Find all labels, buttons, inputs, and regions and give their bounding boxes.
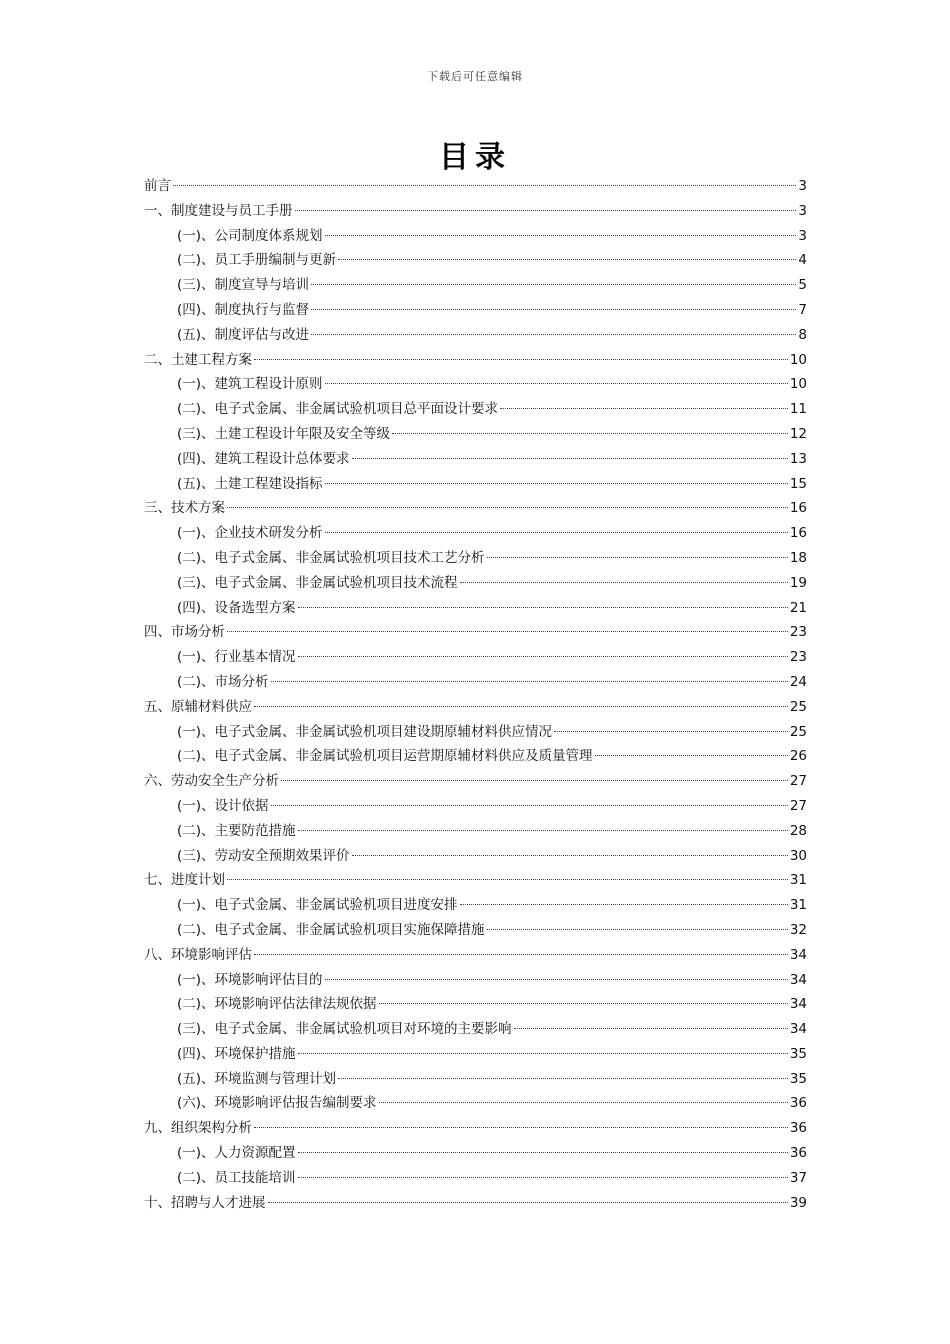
- toc-page-number: 31: [789, 897, 807, 914]
- toc-section-entry[interactable]: [144, 720, 807, 745]
- toc-page-number: 23: [789, 649, 807, 666]
- toc-page-number: 36: [789, 1145, 807, 1162]
- toc-page-number: 3: [798, 227, 807, 244]
- toc-section-entry[interactable]: [144, 744, 807, 769]
- toc-page-number: 34: [789, 971, 807, 988]
- toc-dot-leader: [325, 235, 797, 236]
- toc-page-number: 10: [789, 376, 807, 393]
- toc-page-number: 10: [789, 351, 807, 368]
- toc-section-entry[interactable]: [144, 323, 807, 348]
- toc-entry-text: 前言: [144, 178, 171, 194]
- toc-dot-leader: [311, 334, 796, 335]
- toc-section-entry[interactable]: [144, 794, 807, 819]
- toc-page-number: 35: [789, 1070, 807, 1087]
- toc-section-entry[interactable]: [144, 422, 807, 447]
- toc-entry-text: (二)、市场分析: [177, 673, 269, 690]
- toc-chapter-entry[interactable]: [144, 1116, 807, 1141]
- toc-dot-leader: [254, 359, 788, 360]
- toc-chapter-entry[interactable]: [144, 496, 807, 521]
- toc-section-entry[interactable]: [144, 670, 807, 695]
- toc-dot-leader: [298, 830, 788, 831]
- toc-dot-leader: [352, 458, 788, 459]
- toc-page-number: 23: [789, 624, 807, 641]
- toc-dot-leader: [298, 1053, 788, 1054]
- toc-page-number: 5: [798, 277, 807, 294]
- toc-chapter-entry[interactable]: [144, 695, 807, 720]
- toc-entry-text: (一)、行业基本情况: [177, 649, 296, 666]
- toc-entry-text: (二)、员工手册编制与更新: [177, 252, 337, 269]
- toc-entry-text: (四)、建筑工程设计总体要求: [177, 450, 350, 467]
- toc-entry-text: (一)、电子式金属、非金属试验机项目建设期原辅材料供应情况: [177, 723, 553, 740]
- toc-dot-leader: [311, 284, 796, 285]
- toc-page-number: 4: [798, 252, 807, 269]
- toc-dot-leader: [227, 631, 788, 632]
- toc-section-entry[interactable]: [144, 521, 807, 546]
- toc-dot-leader: [298, 1152, 788, 1153]
- toc-section-entry[interactable]: [144, 546, 807, 571]
- toc-entry-text: (五)、土建工程建设指标: [177, 475, 323, 492]
- toc-dot-leader: [325, 483, 788, 484]
- toc-entry-text: (一)、公司制度体系规划: [177, 227, 323, 244]
- toc-page-number: 27: [789, 797, 807, 814]
- toc-section-entry[interactable]: [144, 968, 807, 993]
- toc-dot-leader: [325, 383, 788, 384]
- toc-dot-leader: [298, 656, 788, 657]
- toc-page-number: 11: [789, 401, 807, 418]
- toc-dot-leader: [460, 582, 788, 583]
- toc-page-number: 16: [789, 500, 807, 517]
- toc-entry-text: 二、土建工程方案: [144, 351, 252, 368]
- toc-dot-leader: [379, 1003, 788, 1004]
- toc-entry-text: 七、进度计划: [144, 872, 225, 889]
- toc-dot-leader: [514, 1028, 788, 1029]
- toc-page-number: 21: [789, 599, 807, 616]
- toc-entry-text: (二)、主要防范措施: [177, 822, 296, 839]
- toc-dot-leader: [173, 185, 796, 186]
- toc-section-entry[interactable]: [144, 893, 807, 918]
- toc-entry-text: (三)、制度宣导与培训: [177, 277, 310, 294]
- toc-page-number: 24: [789, 673, 807, 690]
- toc-section-entry[interactable]: [144, 447, 807, 472]
- toc-entry-text: (三)、电子式金属、非金属试验机项目技术流程: [177, 574, 458, 591]
- toc-page-number: 19: [789, 574, 807, 591]
- toc-dot-leader: [298, 607, 788, 608]
- toc-chapter-entry[interactable]: [144, 620, 807, 645]
- toc-section-entry[interactable]: [144, 298, 807, 323]
- toc-entry-text: (四)、制度执行与监督: [177, 301, 310, 318]
- toc-dot-leader: [325, 979, 788, 980]
- toc-section-entry[interactable]: [144, 397, 807, 422]
- toc-chapter-entry[interactable]: [144, 868, 807, 893]
- toc-entry-text: (五)、制度评估与改进: [177, 326, 310, 343]
- toc-entry-text: 五、原辅材料供应: [144, 698, 252, 715]
- toc-title: 目录: [439, 140, 511, 175]
- toc-chapter-entry[interactable]: [144, 348, 807, 373]
- toc-page-number: 12: [789, 425, 807, 442]
- toc-dot-leader: [298, 1177, 788, 1178]
- toc-entry-text: 四、市场分析: [144, 624, 225, 641]
- toc-page-number: 31: [789, 872, 807, 889]
- toc-dot-leader: [254, 1127, 788, 1128]
- toc-dot-leader: [460, 904, 788, 905]
- toc-entry-text: (一)、电子式金属、非金属试验机项目进度安排: [177, 897, 458, 914]
- toc-page-number: 8: [798, 326, 807, 343]
- toc-dot-leader: [254, 954, 788, 955]
- toc-chapter-entry[interactable]: [144, 1191, 807, 1216]
- toc-entry-text: (二)、电子式金属、非金属试验机项目运营期原辅材料供应及质量管理: [177, 748, 593, 765]
- toc-entry-text: (二)、电子式金属、非金属试验机项目总平面设计要求: [177, 401, 499, 418]
- toc-section-entry[interactable]: [144, 819, 807, 844]
- toc-entry-text: (二)、员工技能培训: [177, 1169, 296, 1186]
- toc-dot-leader: [254, 706, 788, 707]
- toc-entry-text: (三)、土建工程设计年限及安全等级: [177, 425, 391, 442]
- toc-section-entry[interactable]: [144, 918, 807, 943]
- toc-entry-text: (二)、电子式金属、非金属试验机项目实施保障措施: [177, 921, 485, 938]
- toc-section-entry[interactable]: [144, 248, 807, 273]
- toc-entry-text: (一)、设计依据: [177, 797, 269, 814]
- toc-dot-leader: [352, 855, 788, 856]
- toc-chapter-entry[interactable]: [144, 943, 807, 968]
- toc-page-number: 35: [789, 1045, 807, 1062]
- toc-entry-text: (四)、环境保护措施: [177, 1045, 296, 1062]
- toc-entry-text: (二)、电子式金属、非金属试验机项目技术工艺分析: [177, 549, 485, 566]
- toc-page-number: 16: [789, 525, 807, 542]
- toc-entry-text: 八、环境影响评估: [144, 946, 252, 963]
- toc-entry-text: 九、组织架构分析: [144, 1120, 252, 1137]
- toc-section-entry[interactable]: [144, 372, 807, 397]
- toc-dot-leader: [379, 1102, 788, 1103]
- toc-entry-text: 十、招聘与人才进展: [144, 1194, 266, 1211]
- toc-section-entry[interactable]: [144, 571, 807, 596]
- toc-chapter-entry[interactable]: [144, 174, 807, 199]
- toc-page-number: 27: [789, 773, 807, 790]
- toc-dot-leader: [338, 1078, 788, 1079]
- toc-entry-text: (一)、建筑工程设计原则: [177, 376, 323, 393]
- toc-section-entry[interactable]: [144, 645, 807, 670]
- toc-dot-leader: [268, 1202, 788, 1203]
- toc-section-entry[interactable]: [144, 844, 807, 869]
- toc-entry-text: (一)、环境影响评估目的: [177, 971, 323, 988]
- toc-dot-leader: [487, 929, 788, 930]
- toc-section-entry[interactable]: [144, 224, 807, 249]
- toc-dot-leader: [281, 780, 788, 781]
- toc-section-entry[interactable]: [144, 992, 807, 1017]
- toc-entry-text: (五)、环境监测与管理计划: [177, 1070, 337, 1087]
- toc-section-entry[interactable]: [144, 1091, 807, 1116]
- toc-section-entry[interactable]: [144, 472, 807, 497]
- toc-entry-text: (一)、企业技术研发分析: [177, 525, 323, 542]
- toc-dot-leader: [487, 557, 788, 558]
- toc-dot-leader: [500, 408, 788, 409]
- toc-dot-leader: [311, 309, 796, 310]
- toc-dot-leader: [227, 879, 788, 880]
- toc-page-number: 3: [798, 178, 807, 194]
- toc-page-number: 25: [789, 723, 807, 740]
- toc-page-number: 39: [789, 1194, 807, 1211]
- toc-section-entry[interactable]: [144, 1042, 807, 1067]
- toc-section-entry[interactable]: [144, 596, 807, 621]
- toc-entry-text: (一)、人力资源配置: [177, 1145, 296, 1162]
- toc-page-number: 15: [789, 475, 807, 492]
- toc-entry-text: 一、制度建设与员工手册: [144, 202, 293, 219]
- toc-entry-text: (三)、电子式金属、非金属试验机项目对环境的主要影响: [177, 1021, 512, 1038]
- toc-dot-leader: [271, 805, 788, 806]
- toc-page-number: 36: [789, 1120, 807, 1137]
- toc-page-number: 36: [789, 1095, 807, 1112]
- toc-entry-text: (二)、环境影响评估法律法规依据: [177, 996, 377, 1013]
- toc-page-number: 34: [789, 946, 807, 963]
- toc-dot-leader: [392, 433, 788, 434]
- toc-section-entry[interactable]: [144, 273, 807, 298]
- toc-list: [144, 174, 807, 1215]
- toc-entry-text: (三)、劳动安全预期效果评价: [177, 847, 350, 864]
- toc-page-number: 37: [789, 1169, 807, 1186]
- toc-page-number: 18: [789, 549, 807, 566]
- toc-entry-text: 三、技术方案: [144, 500, 225, 517]
- toc-dot-leader: [325, 532, 788, 533]
- toc-page-number: 30: [789, 847, 807, 864]
- toc-page-number: 7: [798, 301, 807, 318]
- toc-page-number: 3: [798, 202, 807, 219]
- toc-dot-leader: [227, 507, 788, 508]
- toc-section-entry[interactable]: [144, 1067, 807, 1092]
- toc-dot-leader: [338, 259, 796, 260]
- toc-dot-leader: [271, 681, 788, 682]
- toc-section-entry[interactable]: [144, 1017, 807, 1042]
- toc-entry-text: 六、劳动安全生产分析: [144, 773, 279, 790]
- toc-page-number: 25: [789, 698, 807, 715]
- toc-dot-leader: [595, 755, 788, 756]
- toc-entry-text: (四)、设备选型方案: [177, 599, 296, 616]
- toc-chapter-entry[interactable]: [144, 199, 807, 224]
- header-note: 下载后可任意编辑: [427, 70, 523, 83]
- toc-page-number: 26: [789, 748, 807, 765]
- toc-page-number: 28: [789, 822, 807, 839]
- toc-chapter-entry[interactable]: [144, 769, 807, 794]
- toc-section-entry[interactable]: [144, 1141, 807, 1166]
- toc-page-number: 32: [789, 921, 807, 938]
- toc-entry-text: (六)、环境影响评估报告编制要求: [177, 1095, 377, 1112]
- toc-page-number: 34: [789, 996, 807, 1013]
- toc-dot-leader: [554, 731, 788, 732]
- toc-dot-leader: [295, 210, 797, 211]
- toc-page-number: 34: [789, 1021, 807, 1038]
- toc-section-entry[interactable]: [144, 1166, 807, 1191]
- toc-page-number: 13: [789, 450, 807, 467]
